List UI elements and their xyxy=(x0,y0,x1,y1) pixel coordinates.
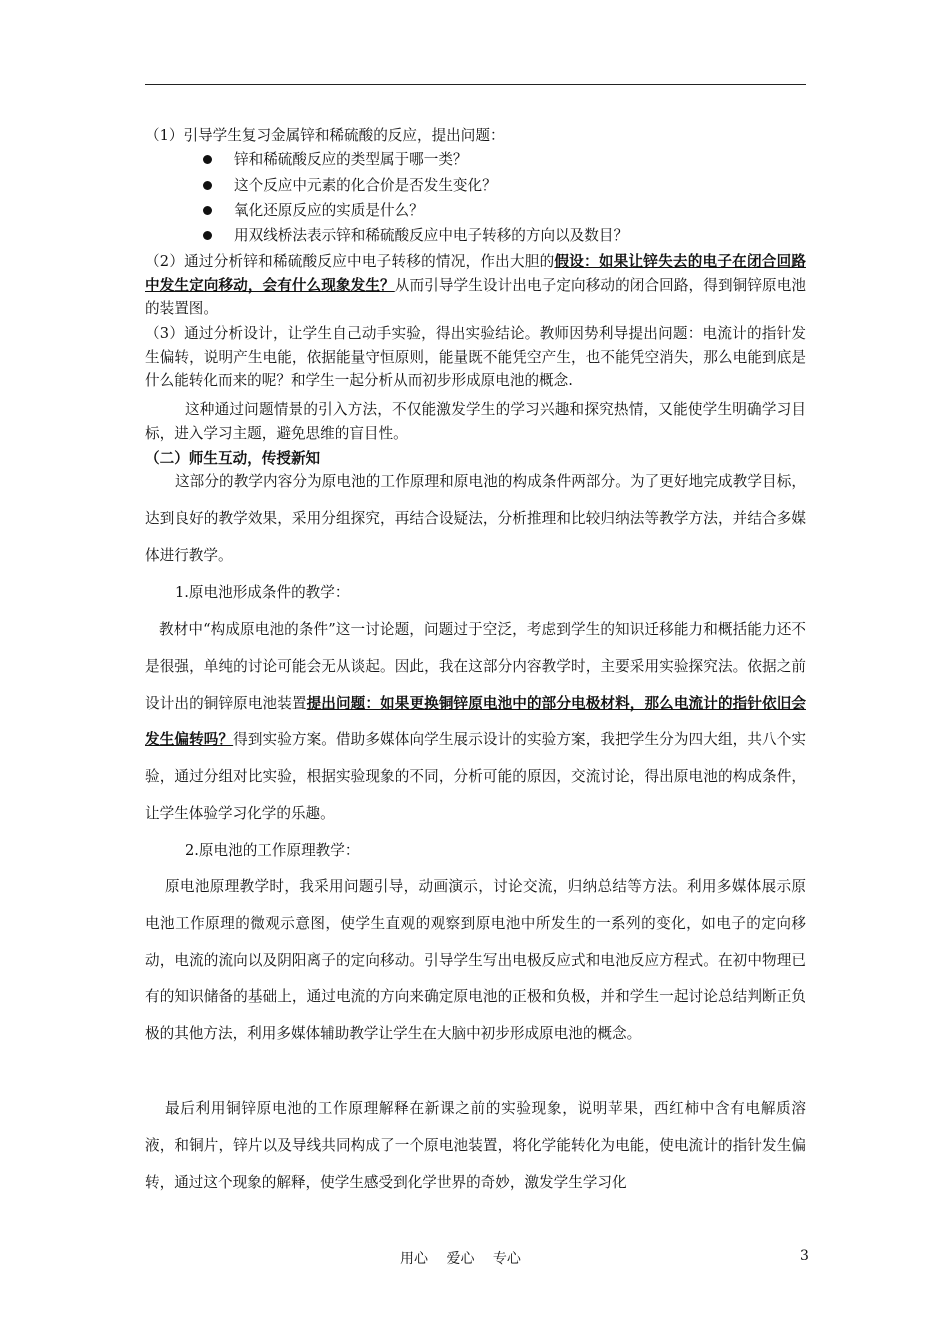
paragraph-formation-conditions: 教材中“构成原电池的条件”这一讨论题，问题过于空泛，考虑到学生的知识迁移能力和概括能力还不是很强，单纯的讨论可能会无从谈起。因此，我在这部分内容教学时，主要采用实验探究法。依据之前设计出的铜锌原电池装置提出问题：如果更换铜锌原电池中的部分电极材料，那么电流计的指针依旧会发生偏转吗？得到实验方案。借助多媒体向学生展示设计的实验方案，我把学生分为四大组，共八个实验，通过分组对比实验，根据实验现象的不同，分析可能的原因，交流讨论，得出原电池的构成条件，让学生体验学习化学的乐趣。 xyxy=(145,621,806,822)
underlined-hypothesis: 假设：如果让锌失去的电子在闭合回路中发生定向移动，会有什么现象发生？ xyxy=(145,253,806,294)
paragraph-summary: 这种通过问题情景的引入方法，不仅能激发学生的学习兴趣和探究热情，又能使学生明确学习目标，进入学习主题，避免思维的盲目性。 xyxy=(145,401,806,442)
paragraph-hypothesis: （2）通过分析锌和稀硫酸反应中电子转移的情况，作出大胆的假设：如果让锌失去的电子在闭合回路中发生定向移动，会有什么现象发生？从而引导学生设计出电子定向移动的闭合回路，得到铜锌原电池的装置图。 xyxy=(145,253,806,317)
subheading-formation-conditions: 1.原电池形成条件的教学： xyxy=(175,584,350,601)
subheading-working-principle: 2.原电池的工作原理教学： xyxy=(185,842,360,859)
paragraph-intro-question: （1）引导学生复习金属锌和稀硫酸的反应，提出问题： xyxy=(145,127,505,144)
paragraph-experiment: （3）通过分析设计，让学生自己动手实验，得出实验结论。教师因势利导提出问题：电流计的指针发生偏转，说明产生电能，依据能量守恒原则，能量既不能凭空产生，也不能凭空消失，那么电能到底是什么能转化而来的呢？和学生一起分析从而初步形成原电池的概念. xyxy=(145,325,806,389)
bullet-dot-icon xyxy=(203,181,212,190)
paragraph-teaching-overview: 这部分的教学内容分为原电池的工作原理和原电池的构成条件两部分。为了更好地完成教学目标，达到良好的教学效果，采用分组探究，再结合设疑法，分析推理和比较归纳法等教学方法，并结合多媒体进行教学。 xyxy=(145,473,806,564)
bullet-dot-icon xyxy=(203,155,212,164)
underlined-question: 提出问题：如果更换铜锌原电池中的部分电极材料，那么电流计的指针依旧会发生偏转吗？ xyxy=(145,694,806,749)
page-number: 3 xyxy=(800,1248,809,1264)
header-rule xyxy=(145,84,806,85)
paragraph-working-principle: 原电池原理教学时，我采用问题引导，动画演示，讨论交流，归纳总结等方法。利用多媒体展示原电池工作原理的微观示意图，使学生直观的观察到原电池中所发生的一系列的变化，如电子的定向移动，电流的流向以及阴阳离子的定向移动。引导学生写出电极反应式和电池反应方程式。在初中物理已有的知识储备的基础上，通过电流的方向来确定原电池的正极和负极，并和学生一起讨论总结判断正负极的其他方法，利用多媒体辅助教学让学生在大脑中初步形成原电池的概念。 xyxy=(145,878,806,1043)
section-heading: （二）师生互动，传授新知 xyxy=(145,450,321,467)
bullet-dot-icon xyxy=(203,206,212,215)
bullet-dot-icon xyxy=(203,231,212,240)
footer-slogan: 用心 爱心 专心 xyxy=(400,1251,521,1267)
paragraph-conclusion: 最后利用铜锌原电池的工作原理解释在新课之前的实验现象，说明苹果，西红柿中含有电解质溶液，和铜片，锌片以及导线共同构成了一个原电池装置，将化学能转化为电能，使电流计的指针发生偏转，通过这个现象的解释，使学生感受到化学世界的奇妙，激发学生学习化 xyxy=(145,1100,806,1191)
